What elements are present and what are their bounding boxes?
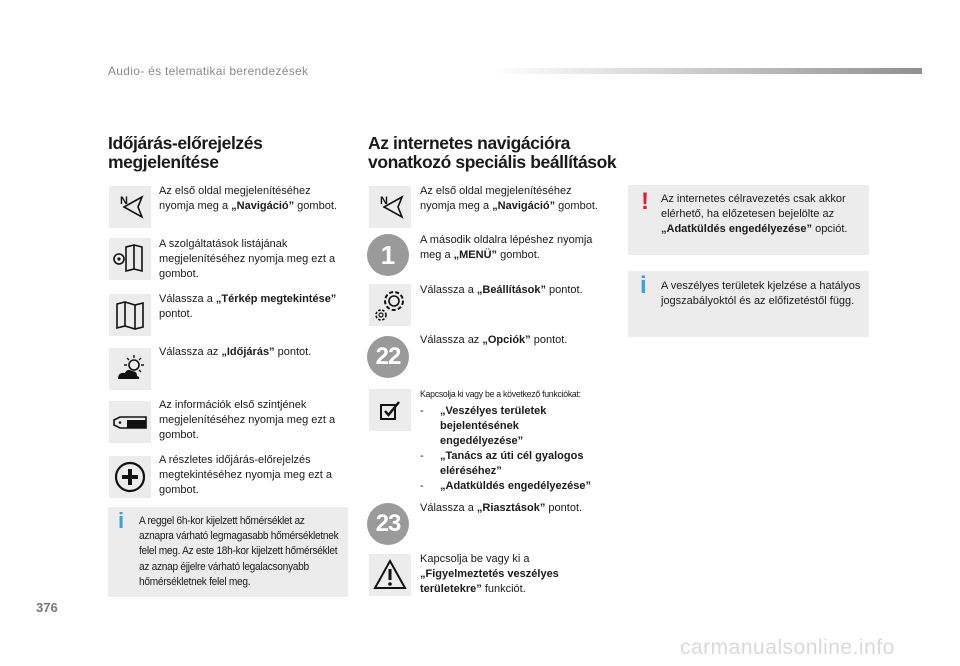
info-icon: i (640, 272, 647, 299)
middle-step-3: Válassza a „Beállítások” pontot. (420, 284, 583, 296)
left-step-2: A szolgáltatások listájának megjelenítéséhez nyomja meg ezt a gombot. (159, 238, 336, 280)
navigation-icon (109, 186, 151, 228)
running-header: Audio- és telematikai berendezések (108, 64, 309, 78)
svg-text:N: N (120, 195, 128, 207)
right-info-text: A veszélyes területek kjelzése a hatályos jogszabályoktól és az előfizetéstől függ. (661, 280, 861, 307)
middle-step-5: Válassza a „Riasztások” pontot. (420, 502, 583, 514)
warning-triangle-icon (369, 554, 411, 596)
left-step-1: Az első oldal megjelenítéséhez nyomja meg a „Navigáció” gombot. (159, 185, 337, 212)
list-item: - „Adatküldés engedélyezése” (420, 480, 592, 492)
middle-step-1: Az első oldal megjelenítéséhez nyomja meg a „Navigáció” gombot. (420, 185, 598, 212)
tag-icon (109, 401, 151, 443)
step-number-23: 23 (367, 503, 409, 545)
left-section-title: Időjárás-előrejelzés megjelenítése (108, 133, 263, 172)
map-icon (109, 294, 151, 336)
checkbox-icon (369, 389, 411, 431)
left-step-4: Válassza az „Időjárás” pontot. (159, 346, 312, 358)
alert-icon: ! (641, 188, 649, 215)
weather-icon (109, 348, 151, 390)
left-info-text: A reggel 6h-kor kijelzett hőmérséklet az aznapra várható legmagasabb hőmérsékletnek felel meg. Az este 18h-kor kijelzett hőmérséklet az aznap éjjelre várható legalacsonyabb hőmérsékletnek felel meg. (139, 515, 339, 588)
middle-step-4: Válassza az „Opciók” pontot. (420, 334, 568, 346)
list-item: - „Veszélyes területek bejelentésének engedélyezése” (420, 405, 547, 447)
step-number-1: 1 (367, 234, 409, 276)
left-step-6: A részletes időjárás-előrejelzés megtekintéséhez nyomja meg ezt a gombot. (159, 454, 333, 496)
options-list (420, 404, 605, 494)
page-number: 376 (36, 600, 58, 615)
middle-step-2: A második oldalra lépéshez nyomja meg a „MENÜ” gombot. (420, 234, 593, 261)
settings-icon (369, 284, 411, 326)
settings-list-icon (109, 238, 151, 280)
step-number-22: 22 (367, 336, 409, 378)
header-rule (490, 68, 922, 74)
list-item: - „Tanács az úti cél gyalogos eléréséhez” (420, 450, 584, 477)
middle-section-title: Az internetes navigációra vonatkozó speciális beállítások (368, 133, 617, 172)
alert-text: Az internetes célravezetés csak akkor elérhető, ha előzetesen bejelölte az „Adatküldés engedélyezése” opciót. (661, 193, 848, 235)
left-step-5: Az információk első szintjének megjelenítéséhez nyomja meg ezt a gombot. (159, 399, 336, 441)
watermark: carmanualsonline.info (680, 636, 895, 659)
svg-text:N: N (380, 195, 388, 207)
checkbox-intro: Kapcsolja ki vagy be a következő funkciókat: (420, 389, 581, 400)
middle-step-6: Kapcsolja be vagy ki a „Figyelmeztetés veszélyes területekre” funkciót. (420, 553, 559, 595)
navigation-icon (369, 186, 411, 228)
info-icon: i (118, 508, 125, 533)
plus-icon (109, 456, 151, 498)
left-step-3: Válassza a „Térkép megtekintése” pontot. (159, 293, 337, 320)
